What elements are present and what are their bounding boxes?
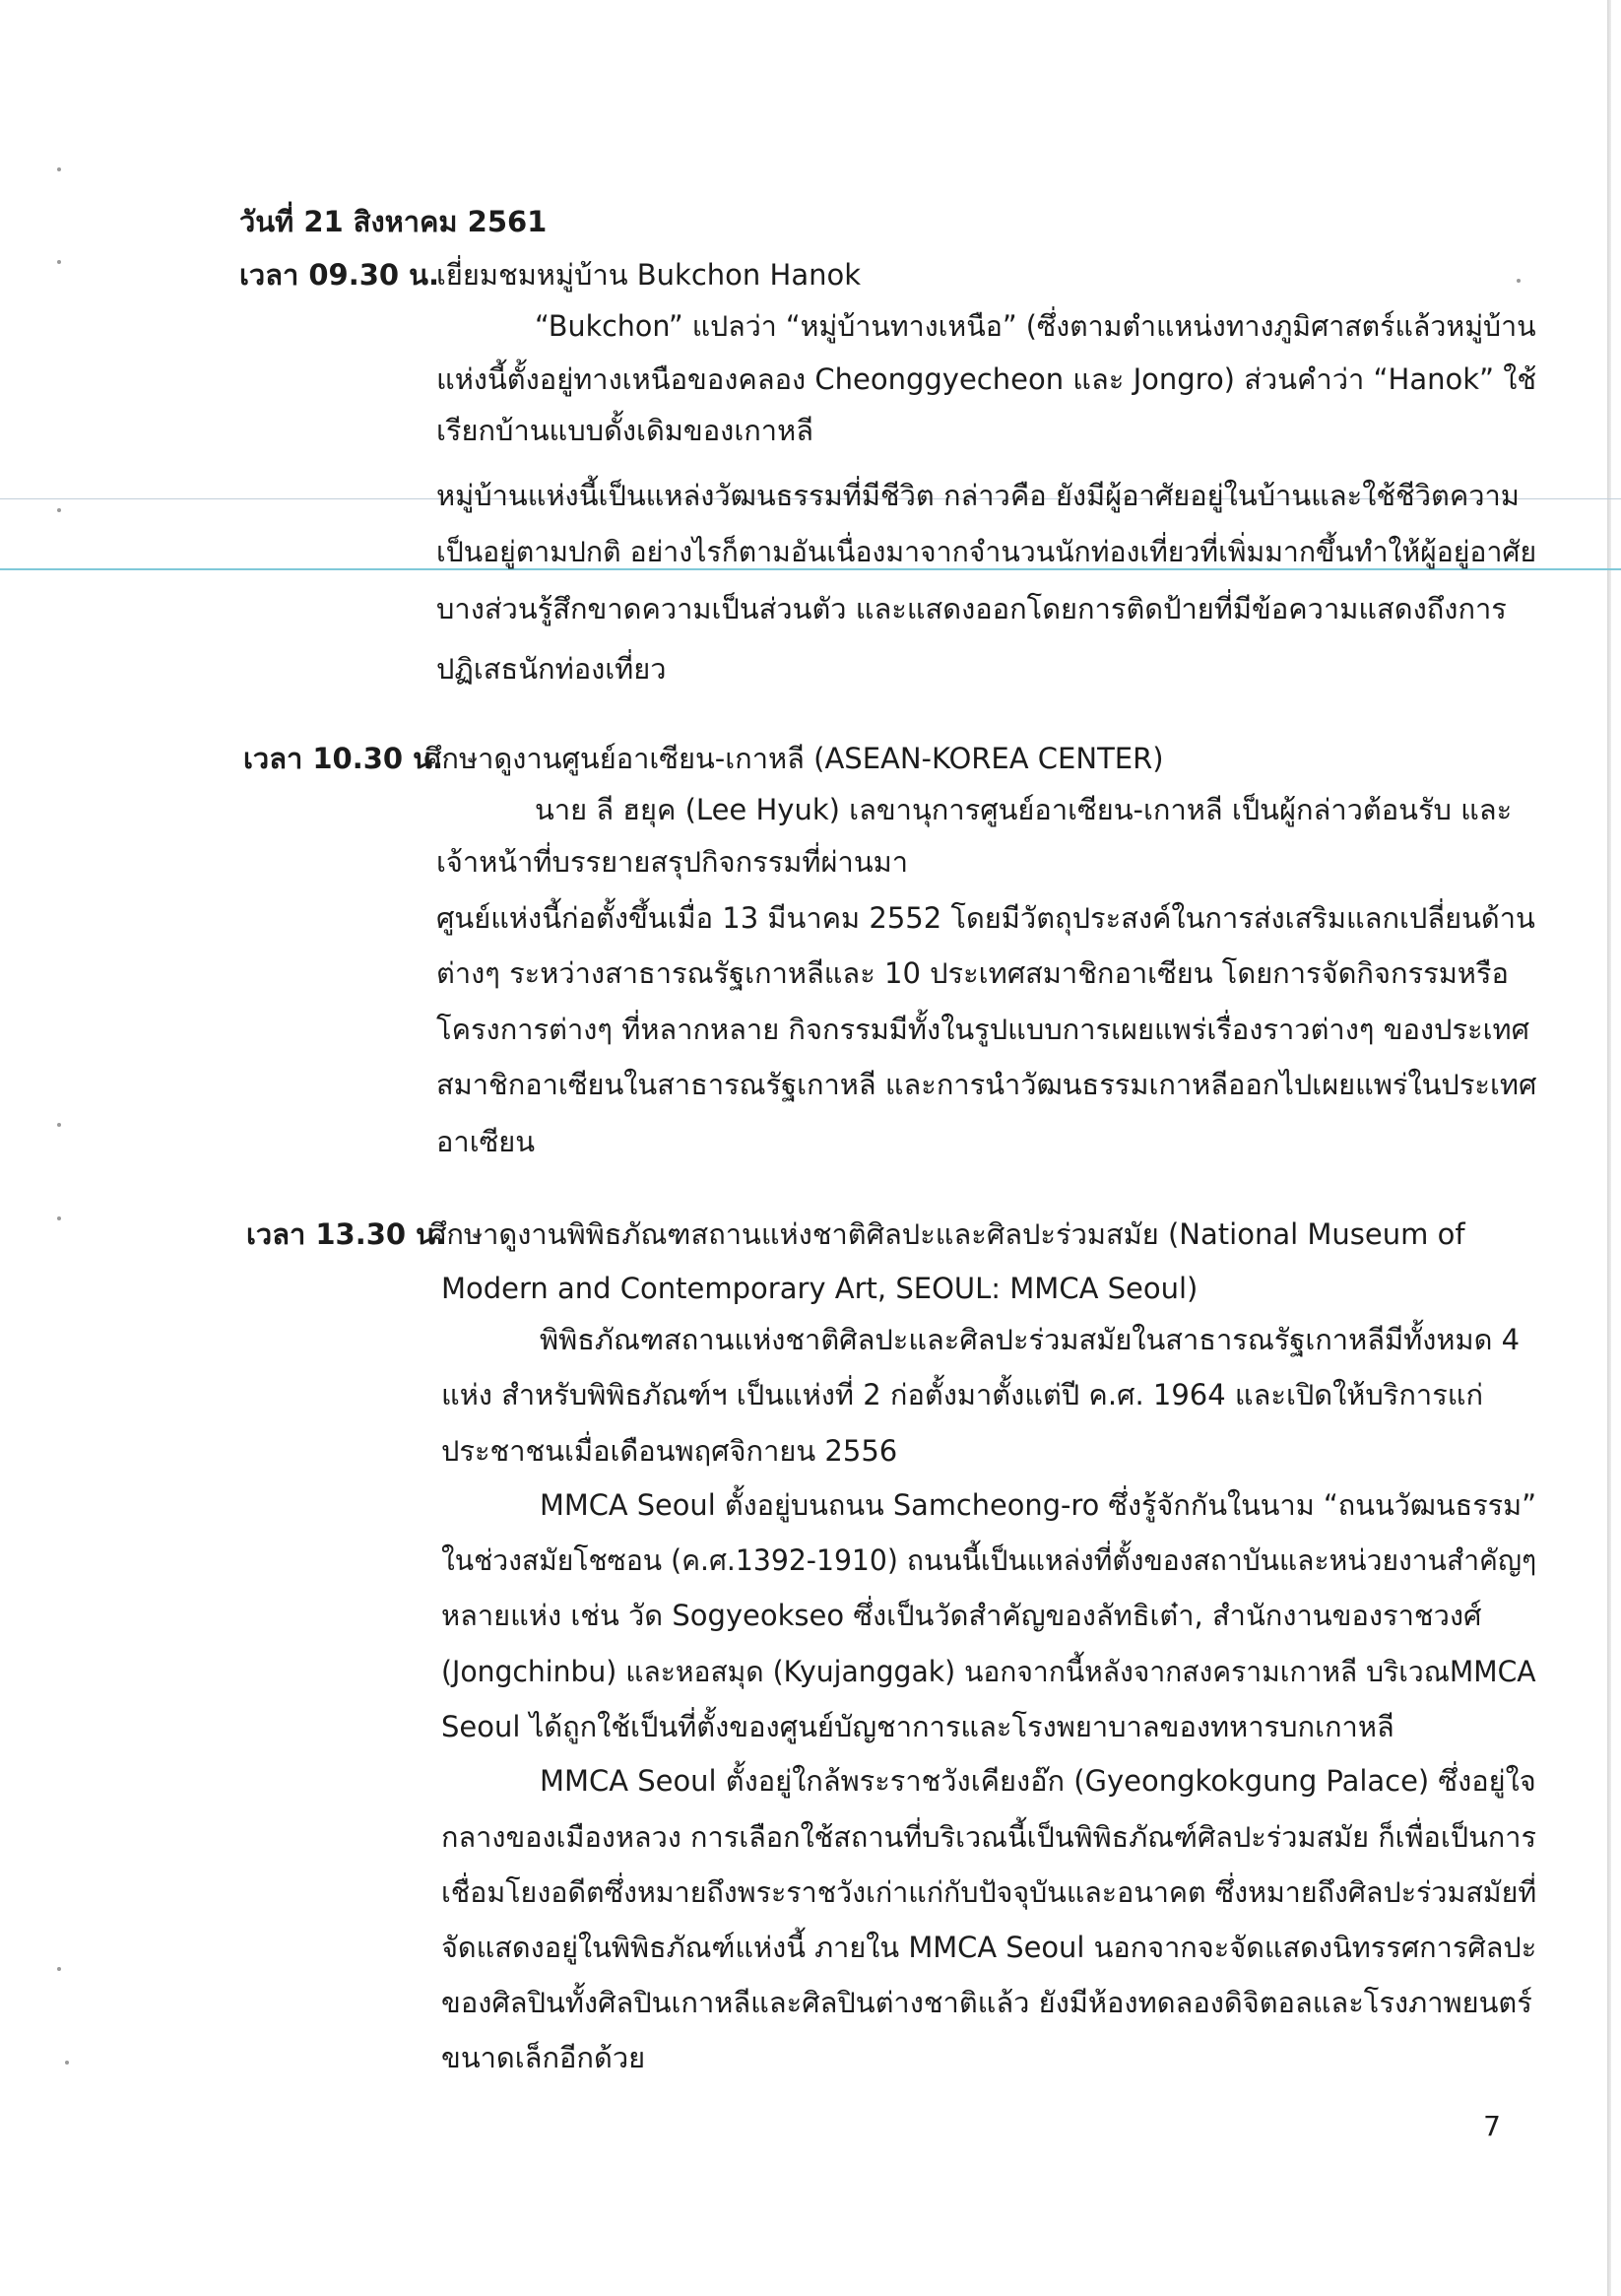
paragraph-line: แห่ง สำหรับพิพิธภัณฑ์ฯ เป็นแห่งที่ 2 ก่อตั้งมาตั้งแต่ปี ค.ศ. 1964 และเปิดให้บริการแก่: [441, 1378, 1484, 1411]
section-heading: เยี่ยมชมหมู่บ้าน Bukchon Hanok: [436, 258, 862, 292]
paragraph-line: สมาชิกอาเซียนในสาธารณรัฐเกาหลี และการนำวัฒนธรรมเกาหลีออกไปเผยแพร่ในประเทศ: [436, 1068, 1537, 1101]
paragraph-line: ประชาชนเมื่อเดือนพฤศจิกายน 2556: [441, 1434, 898, 1468]
paragraph-line: นาย ลี ฮยุค (Lee Hyuk) เลขานุการศูนย์อาเซียน-เกาหลี เป็นผู้กล่าวต้อนรับ และ: [535, 793, 1513, 826]
paragraph-line: ในช่วงสมัยโชซอน (ค.ศ.1392-1910) ถนนนี้เป็นแหล่งที่ตั้งของสถาบันและหน่วยงานสำคัญๆ: [441, 1543, 1537, 1577]
section-time: เวลา 10.30 น.: [243, 742, 444, 775]
paragraph-line: ของศิลปินทั้งศิลปินเกาหลีและศิลปินต่างชาติแล้ว ยังมีห้องทดลองดิจิตอลและโรงภาพยนตร์: [441, 1986, 1532, 2019]
paragraph-line: ต่างๆ ระหว่างสาธารณรัฐเกาหลีและ 10 ประเทศสมาชิกอาเซียน โดยการจัดกิจกรรมหรือ: [436, 956, 1509, 990]
section-time: เวลา 09.30 น.: [239, 258, 440, 292]
paragraph-line: แห่งนี้ตั้งอยู่ทางเหนือของคลอง Cheonggyecheon และ Jongro) ส่วนคำว่า “Hanok” ใช้: [436, 362, 1537, 396]
paragraph-line: เชื่อมโยงอดีตซึ่งหมายถึงพระราชวังเก่าแก่กับปัจจุบันและอนาคต ซึ่งหมายถึงศิลปะร่วมสมัยที่: [441, 1875, 1537, 1909]
section-heading: ศึกษาดูงานศูนย์อาเซียน-เกาหลี (ASEAN-KOREA CENTER): [423, 742, 1164, 775]
paragraph-line: “Bukchon” แปลว่า “หมู่บ้านทางเหนือ” (ซึ่งตามตำแหน่งทางภูมิศาสตร์แล้วหมู่บ้าน: [535, 309, 1536, 343]
paragraph-line: MMCA Seoul ตั้งอยู่ใกล้พระราชวังเคียงอ๊ก (Gyeongkokgung Palace) ซึ่งอยู่ใจ: [540, 1764, 1536, 1798]
scan-speck: [65, 2061, 69, 2065]
paragraph-line: พิพิธภัณฑสถานแห่งชาติศิลปะและศิลปะร่วมสมัยในสาธารณรัฐเกาหลีมีทั้งหมด 4: [540, 1323, 1521, 1356]
paragraph-line: เจ้าหน้าที่บรรยายสรุปกิจกรรมที่ผ่านมา: [436, 845, 909, 879]
paragraph-line: (Jongchinbu) และหอสมุด (Kyujanggak) นอกจากนี้หลังจากสงครามเกาหลี บริเวณMMCA: [441, 1655, 1536, 1688]
paragraph-line: อาเซียน: [436, 1125, 536, 1158]
page-title: วันที่ 21 สิงหาคม 2561: [239, 205, 548, 238]
paragraph-line: จัดแสดงอยู่ในพิพิธภัณฑ์แห่งนี้ ภายใน MMCA Seoul นอกจากจะจัดแสดงนิทรรศการศิลปะ: [441, 1931, 1537, 1964]
section-heading: ศึกษาดูงานพิพิธภัณฑสถานแห่งชาติศิลปะและศิลปะร่วมสมัย (National Museum of: [428, 1217, 1465, 1251]
scan-speck: [57, 260, 61, 264]
paragraph-line: ศูนย์แห่งนี้ก่อตั้งขึ้นเมื่อ 13 มีนาคม 2552 โดยมีวัตถุประสงค์ในการส่งเสริมแลกเปลี่ยนด้าน: [436, 901, 1535, 935]
paragraph-line: เรียกบ้านแบบดั้งเดิมของเกาหลี: [436, 414, 813, 447]
section-time: เวลา 13.30 น.: [246, 1217, 447, 1251]
paragraph-line: หมู่บ้านแห่งนี้เป็นแหล่งวัฒนธรรมที่มีชีวิต กล่าวคือ ยังมีผู้อาศัยอยู่ในบ้านและใช้ชีวิตความ: [436, 479, 1520, 512]
paragraph-line: บางส่วนรู้สึกขาดความเป็นส่วนตัว และแสดงออกโดยการติดป้ายที่มีข้อความแสดงถึงการ: [436, 592, 1507, 625]
page-number: 7: [1483, 2110, 1501, 2142]
paragraph-line: ปฏิเสธนักท่องเที่ยว: [436, 652, 667, 686]
scan-speck: [57, 508, 61, 512]
paragraph-line: MMCA Seoul ตั้งอยู่บนถนน Samcheong-ro ซึ่งรู้จักกันในนาม “ถนนวัฒนธรรม”: [540, 1488, 1537, 1522]
section-heading-continued: Modern and Contemporary Art, SEOUL: MMCA Seoul): [441, 1272, 1199, 1305]
scan-speck: [57, 1967, 61, 1971]
paragraph-line: หลายแห่ง เช่น วัด Sogyeokseo ซึ่งเป็นวัดสำคัญของลัทธิเต๋า, สำนักงานของราชวงศ์: [441, 1599, 1482, 1632]
scan-speck: [57, 1123, 61, 1127]
scan-speck: [57, 167, 61, 171]
scanned-page-edge: [1607, 0, 1611, 2296]
paragraph-line: กลางของเมืองหลวง การเลือกใช้สถานที่บริเวณนี้เป็นพิพิธภัณฑ์ศิลปะร่วมสมัย ก็เพื่อเป็นการ: [441, 1820, 1536, 1854]
paragraph-line: เป็นอยู่ตามปกติ อย่างไรก็ตามอันเนื่องมาจากจำนวนนักท่องเที่ยวที่เพิ่มมากขึ้นทำให้ผู้อยู่อาศัย: [436, 535, 1537, 568]
scan-speck: [1517, 279, 1521, 283]
scan-speck: [57, 1216, 61, 1220]
paragraph-line: Seoul ได้ถูกใช้เป็นที่ตั้งของศูนย์บัญชาการและโรงพยาบาลของทหารบกเกาหลี: [441, 1710, 1394, 1743]
paragraph-line: ขนาดเล็กอีกด้วย: [441, 2041, 646, 2074]
paragraph-line: โครงการต่างๆ ที่หลากหลาย กิจกรรมมีทั้งในรูปแบบการเผยแพร่เรื่องราวต่างๆ ของประเทศ: [436, 1013, 1530, 1046]
